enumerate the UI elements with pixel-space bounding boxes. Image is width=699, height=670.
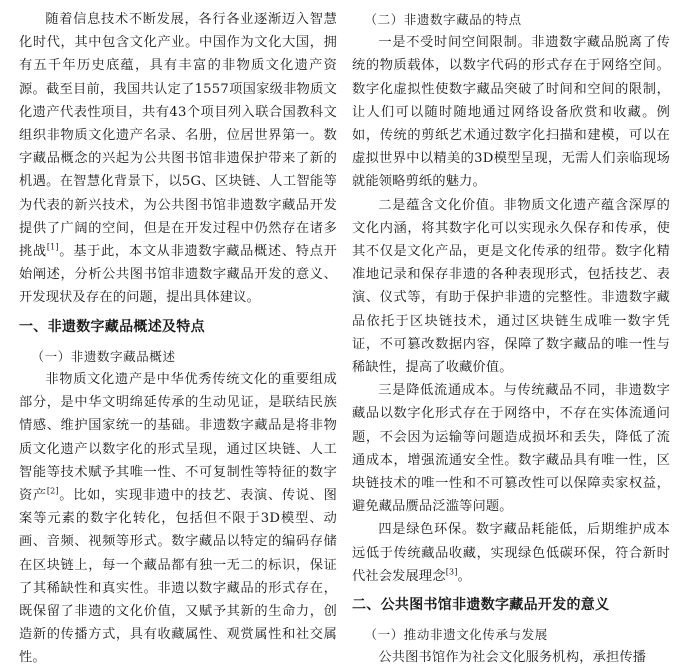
point3-paragraph: 三是降低流通成本。与传统藏品不同，非遗数字藏品以数字化形式存在于网络中，不存在实体流通问题，不会因为运输等问题造成损坏和丢失，降低了流通成本，增强流通安全性。数字藏品具有唯一性，区块链技术的唯一性和不可篡改性可以保障卖家权益，避免藏品赝品泛滥等问题。 <box>352 383 670 515</box>
point4-paragraph <box>352 518 670 588</box>
subsection1-text-a: 非物质文化遗产是中华优秀传统文化的重要组成部分，是中华文明绵延传承的生动见证，是联结民族情感、维护国家统一的基础。非遗数字藏品是将非物质文化遗产以数字化的形式呈现，通过区块链、人工智能等技术赋予其唯一性、不可复制性等特征的数字资产 <box>19 372 337 504</box>
section1-heading: 一、非遗数字藏品概述及特点 <box>19 318 205 335</box>
subsection1-text-b: 。比如，实现非遗中的技艺、表演、传说、图案等元素的数字化转化，包括但不限于3D模型、动画、音频、视频等形式。数字藏品以特定的编码存储在区块链上，每一个藏品都有独一无二的标识，保证了其稀缺性和真实性。非遗以数字藏品的形式存在，既保留了非遗的文化价值，又赋予其新的生命力，创造新的传播方式，具有收藏属性、观赏属性和社交属性。 <box>19 488 337 666</box>
point2-paragraph: 二是蕴含文化价值。非物质文化遗产蕴含深厚的文化内涵，将其数字化可以实现永久保存和传承，使其不仅是文化产品，更是文化传承的纽带。数字化精准地记录和保存非遗的各种表现形式，包括技艺、表演、仪式等，有助于保护非遗的完整性。非遗数字藏品依托于区块链技术，通过区块链生成唯一数字凭证，不可篡改数据内容，保障了数字藏品的唯一性与稀缺性，提高了收藏价值。 <box>352 197 670 376</box>
intro-tail-text: 。基于此，本文从非遗数字藏品概述、特点开始阐述，分析公共图书馆非遗数字藏品开发的意义、开发现状及存在的问题，提出具体建议。 <box>19 244 337 306</box>
subsection3-heading: （一）推动非遗文化传承与发展 <box>364 627 548 643</box>
citation-2: [2] <box>46 486 59 496</box>
point1-paragraph: 一是不受时间空间限制。非遗数字藏品脱离了传统的物质载体，以数字代码的形式存在于网络空间。数字化虚拟性使数字藏品突破了时间和空间的限制，让人们可以随时随地通过网络设备欣赏和收藏。例如，传统的剪纸艺术通过数字化扫描和建模，可以在虚拟世界中以精美的3D模型呈现，无需人们亲临现场就能领略剪纸的魅力。 <box>352 35 670 190</box>
subsection1-heading: （一）非遗数字藏品概述 <box>31 348 176 364</box>
subsection1-paragraph <box>19 368 337 670</box>
subsection3-paragraph: 公共图书馆作为社会文化服务机构，承担传播 <box>378 650 647 666</box>
right-column <box>352 8 670 670</box>
section2-heading: 二、公共图书馆非遗数字藏品开发的意义 <box>352 597 610 614</box>
citation-3: [3] <box>445 567 458 577</box>
citation-1: [1] <box>46 242 59 252</box>
point4-text: 四是绿色环保。数字藏品耗能低，后期维护成本远低于传统藏品收藏，实现绿色低碳环保，符合新时代社会发展理念 <box>352 522 670 584</box>
point4-tail-text: 。 <box>457 568 472 584</box>
intro-text: 随着信息技术不断发展，各行各业逐渐迈入智慧化时代，其中包含文化产业。中国作为文化大国，拥有五千年历史底蕴，具有丰富的非物质文化遗产资源。截至目前，我国共认定了1557项国家级非物质文化遗产代表性项目，共有43个项目列入联合国教科文组织非物质文化遗产名录、名册，位居世界第一。数字藏品概念的兴起为公共图书馆非遗保护带来了新的机遇。在智慧化背景下，以5G、区块链、人工智能等为代表的新兴技术，为公共图书馆非遗数字藏品开发提供了广阔的空间，但是在开发过程中仍然存在诸多挑战 <box>19 12 337 260</box>
intro-paragraph <box>19 8 337 310</box>
left-column <box>19 8 337 670</box>
subsection2-heading: （二）非遗数字藏品的特点 <box>364 12 522 27</box>
